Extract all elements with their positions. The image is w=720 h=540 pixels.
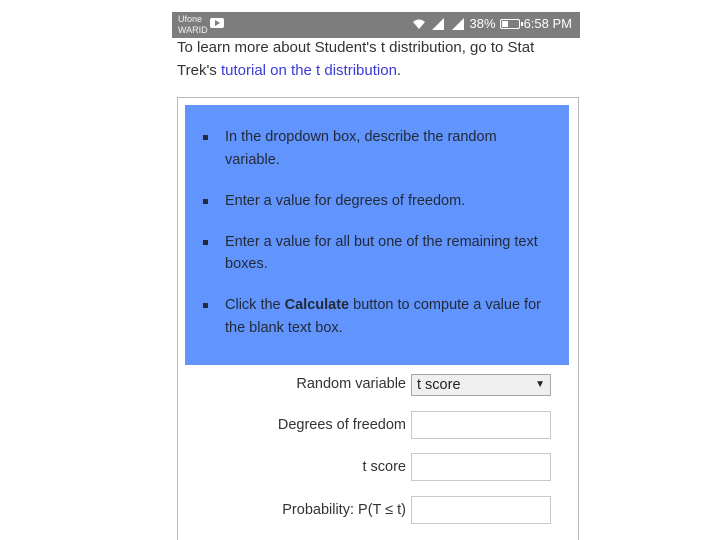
- instruction-item: Enter a value for all but one of the remaining text boxes.: [203, 231, 553, 276]
- probability-row: [178, 496, 578, 526]
- wifi-icon: [412, 18, 426, 30]
- instruction-item: Enter a value for degrees of freedom.: [203, 190, 553, 213]
- random-variable-label: Random variable: [296, 376, 406, 392]
- carrier-bottom: WARID: [178, 25, 208, 35]
- probability-input[interactable]: [411, 496, 551, 524]
- intro-paragraph: [177, 36, 577, 82]
- intro-text: To learn more about Student's t distribution, go to Stat Trek's: [177, 39, 535, 79]
- probability-label: Probability: P(T ≤ t): [282, 502, 406, 518]
- t-score-label: t score: [362, 459, 406, 475]
- instruction-item: In the dropdown box, describe the random variable.: [203, 126, 553, 171]
- status-right: [412, 16, 572, 31]
- instruction-item: [203, 294, 553, 339]
- carrier-names: [178, 14, 208, 36]
- calculate-keyword: Calculate: [284, 297, 350, 313]
- t-score-input[interactable]: [411, 453, 551, 481]
- signal-1-icon: [430, 18, 446, 30]
- battery-percent: 38%: [469, 16, 496, 31]
- phone-screen: [172, 12, 580, 540]
- dropdown-arrow-icon: ▼: [535, 379, 545, 390]
- instructions-box: [185, 105, 569, 365]
- instructions-list: [203, 126, 553, 358]
- intro-period: .: [396, 62, 402, 79]
- calculator-panel: [177, 97, 579, 540]
- clock: 6:58 PM: [523, 16, 572, 31]
- instruction-text: Click the: [225, 297, 285, 313]
- random-variable-value: t score: [417, 377, 461, 393]
- random-variable-select[interactable]: [411, 374, 551, 396]
- battery-icon: [500, 19, 520, 29]
- instruction-text: button to compute a value for the blank text box.: [225, 297, 541, 336]
- random-variable-row: [178, 370, 578, 400]
- status-bar: [172, 12, 580, 38]
- dof-label: Degrees of freedom: [277, 417, 406, 433]
- dof-input[interactable]: [411, 411, 551, 439]
- carrier-top: Ufone: [178, 14, 203, 24]
- t-score-row: [178, 453, 578, 483]
- dof-row: [178, 411, 578, 441]
- youtube-notification-icon: [210, 18, 224, 28]
- tutorial-link[interactable]: tutorial on the t distribution: [220, 62, 397, 79]
- signal-2-icon: [450, 18, 466, 30]
